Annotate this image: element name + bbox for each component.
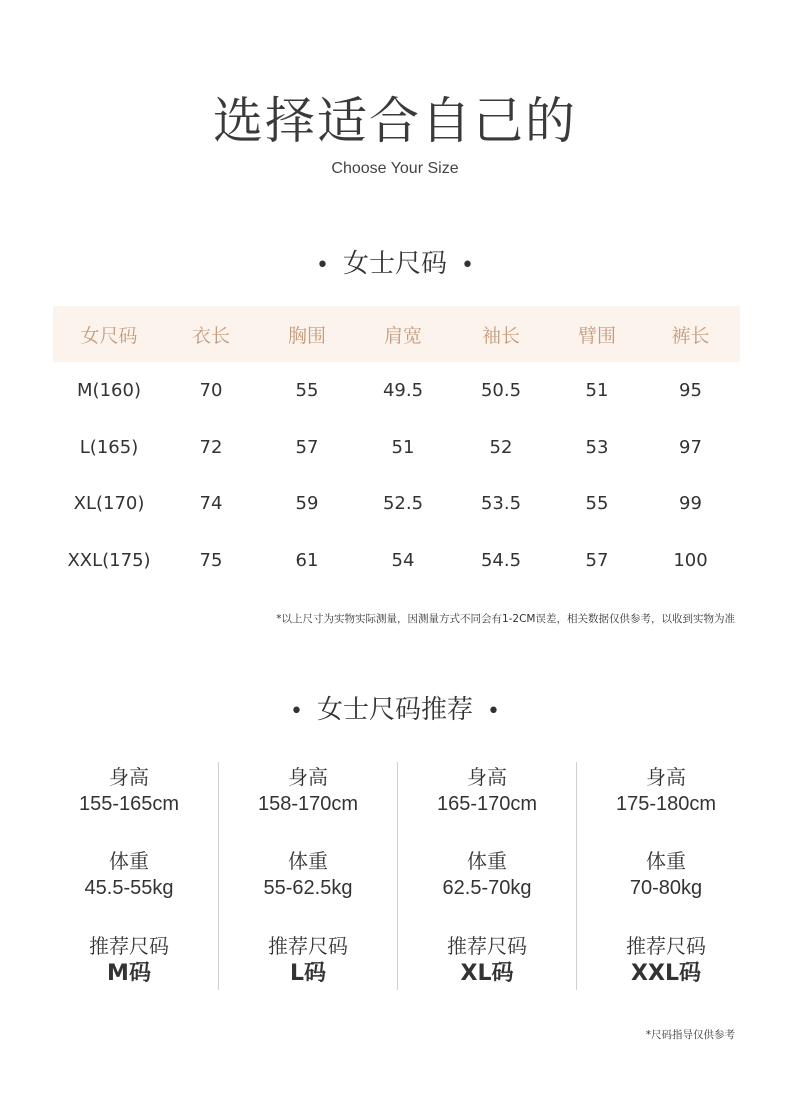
table-cell: 51: [585, 379, 609, 401]
table-cell: 51: [391, 436, 415, 458]
recommendation-column: [576, 762, 755, 990]
recommendation-column: [397, 762, 576, 990]
table-row: [53, 419, 740, 476]
height-value: 158-170cm: [257, 793, 359, 815]
column-header: 袖长: [481, 324, 520, 347]
table-cell: 50.5: [480, 379, 522, 401]
size-section-heading: [0, 243, 790, 280]
weight-value: 70-80kg: [629, 877, 703, 899]
column-header: 臂围: [577, 324, 616, 347]
weight-label: 体重: [467, 849, 507, 873]
column-header: 衣长: [191, 324, 230, 347]
dot-left: •: [316, 253, 329, 278]
table-cell: 99: [679, 493, 702, 515]
recommended-size-value: XL码: [460, 961, 514, 986]
recommendation-column: [218, 762, 397, 990]
table-cell: XXL(175): [67, 549, 151, 571]
table-cell: M(160): [77, 379, 141, 401]
recommendation-column: [40, 762, 218, 990]
height-label: 身高: [467, 765, 507, 789]
table-cell: 72: [199, 436, 223, 458]
height-value: 165-170cm: [436, 793, 538, 815]
recommended-size-value: M码: [107, 961, 151, 986]
weight-value: 45.5-55kg: [84, 877, 174, 899]
recommend-note: *尺码指导仅供参考: [645, 1029, 735, 1041]
column-header: 肩宽: [383, 324, 422, 347]
weight-label: 体重: [109, 849, 149, 873]
height-label: 身高: [288, 765, 328, 789]
table-cell: 100: [673, 549, 708, 571]
dot-right: •: [461, 253, 474, 278]
size-table-header: [53, 306, 740, 362]
table-cell: 59: [295, 493, 319, 515]
size-table-note: *以上尺寸为实物实际测量，因测量方式不同会有1-2CM误差，相关数据仅供参考，以收到实物为准: [276, 613, 735, 625]
page-subtitle: Choose Your Size: [331, 160, 459, 177]
recommend-section-heading: [0, 689, 790, 726]
table-cell: 53.5: [480, 493, 522, 515]
table-cell: 53: [585, 436, 609, 458]
weight-label: 体重: [646, 849, 686, 873]
size-table: [53, 306, 740, 589]
height-value: 155-165cm: [78, 793, 180, 815]
height-value: 175-180cm: [615, 793, 717, 815]
table-cell: XL(170): [73, 493, 145, 515]
table-cell: 70: [199, 379, 223, 401]
weight-label: 体重: [288, 849, 328, 873]
table-row: [53, 362, 740, 419]
dot-right: •: [487, 699, 500, 724]
table-cell: 54: [391, 549, 415, 571]
column-header: 胸围: [287, 324, 326, 347]
table-cell: L(165): [79, 436, 139, 458]
table-cell: 61: [295, 549, 319, 571]
table-row: [53, 532, 740, 589]
recommend-section-heading-text: 女士尺码推荐: [316, 695, 473, 725]
page-title: 选择适合自己的: [213, 92, 577, 150]
table-cell: 52.5: [382, 493, 424, 515]
recommended-size-value: XXL码: [631, 961, 701, 986]
table-cell: 54.5: [480, 549, 522, 571]
weight-value: 55-62.5kg: [263, 877, 353, 899]
recommended-size-label: 推荐尺码: [626, 934, 706, 958]
table-cell: 55: [295, 379, 319, 401]
table-cell: 55: [585, 493, 609, 515]
column-header: 裤长: [671, 324, 710, 347]
recommended-size-label: 推荐尺码: [447, 934, 527, 958]
table-row: [53, 475, 740, 532]
recommended-size-value: L码: [289, 961, 327, 986]
height-label: 身高: [109, 765, 149, 789]
table-cell: 57: [295, 436, 319, 458]
column-header: 女尺码: [80, 324, 138, 347]
table-cell: 49.5: [382, 379, 424, 401]
table-cell: 97: [679, 436, 702, 458]
table-cell: 95: [679, 379, 702, 401]
size-recommendation-grid: [40, 762, 750, 990]
table-cell: 57: [585, 549, 609, 571]
table-cell: 75: [199, 549, 223, 571]
height-label: 身高: [646, 765, 686, 789]
recommended-size-label: 推荐尺码: [268, 934, 348, 958]
size-section-heading-text: 女士尺码: [342, 249, 447, 279]
table-cell: 74: [199, 493, 223, 515]
dot-left: •: [290, 699, 303, 724]
recommended-size-label: 推荐尺码: [89, 934, 169, 958]
weight-value: 62.5-70kg: [442, 877, 532, 899]
table-cell: 52: [489, 436, 513, 458]
